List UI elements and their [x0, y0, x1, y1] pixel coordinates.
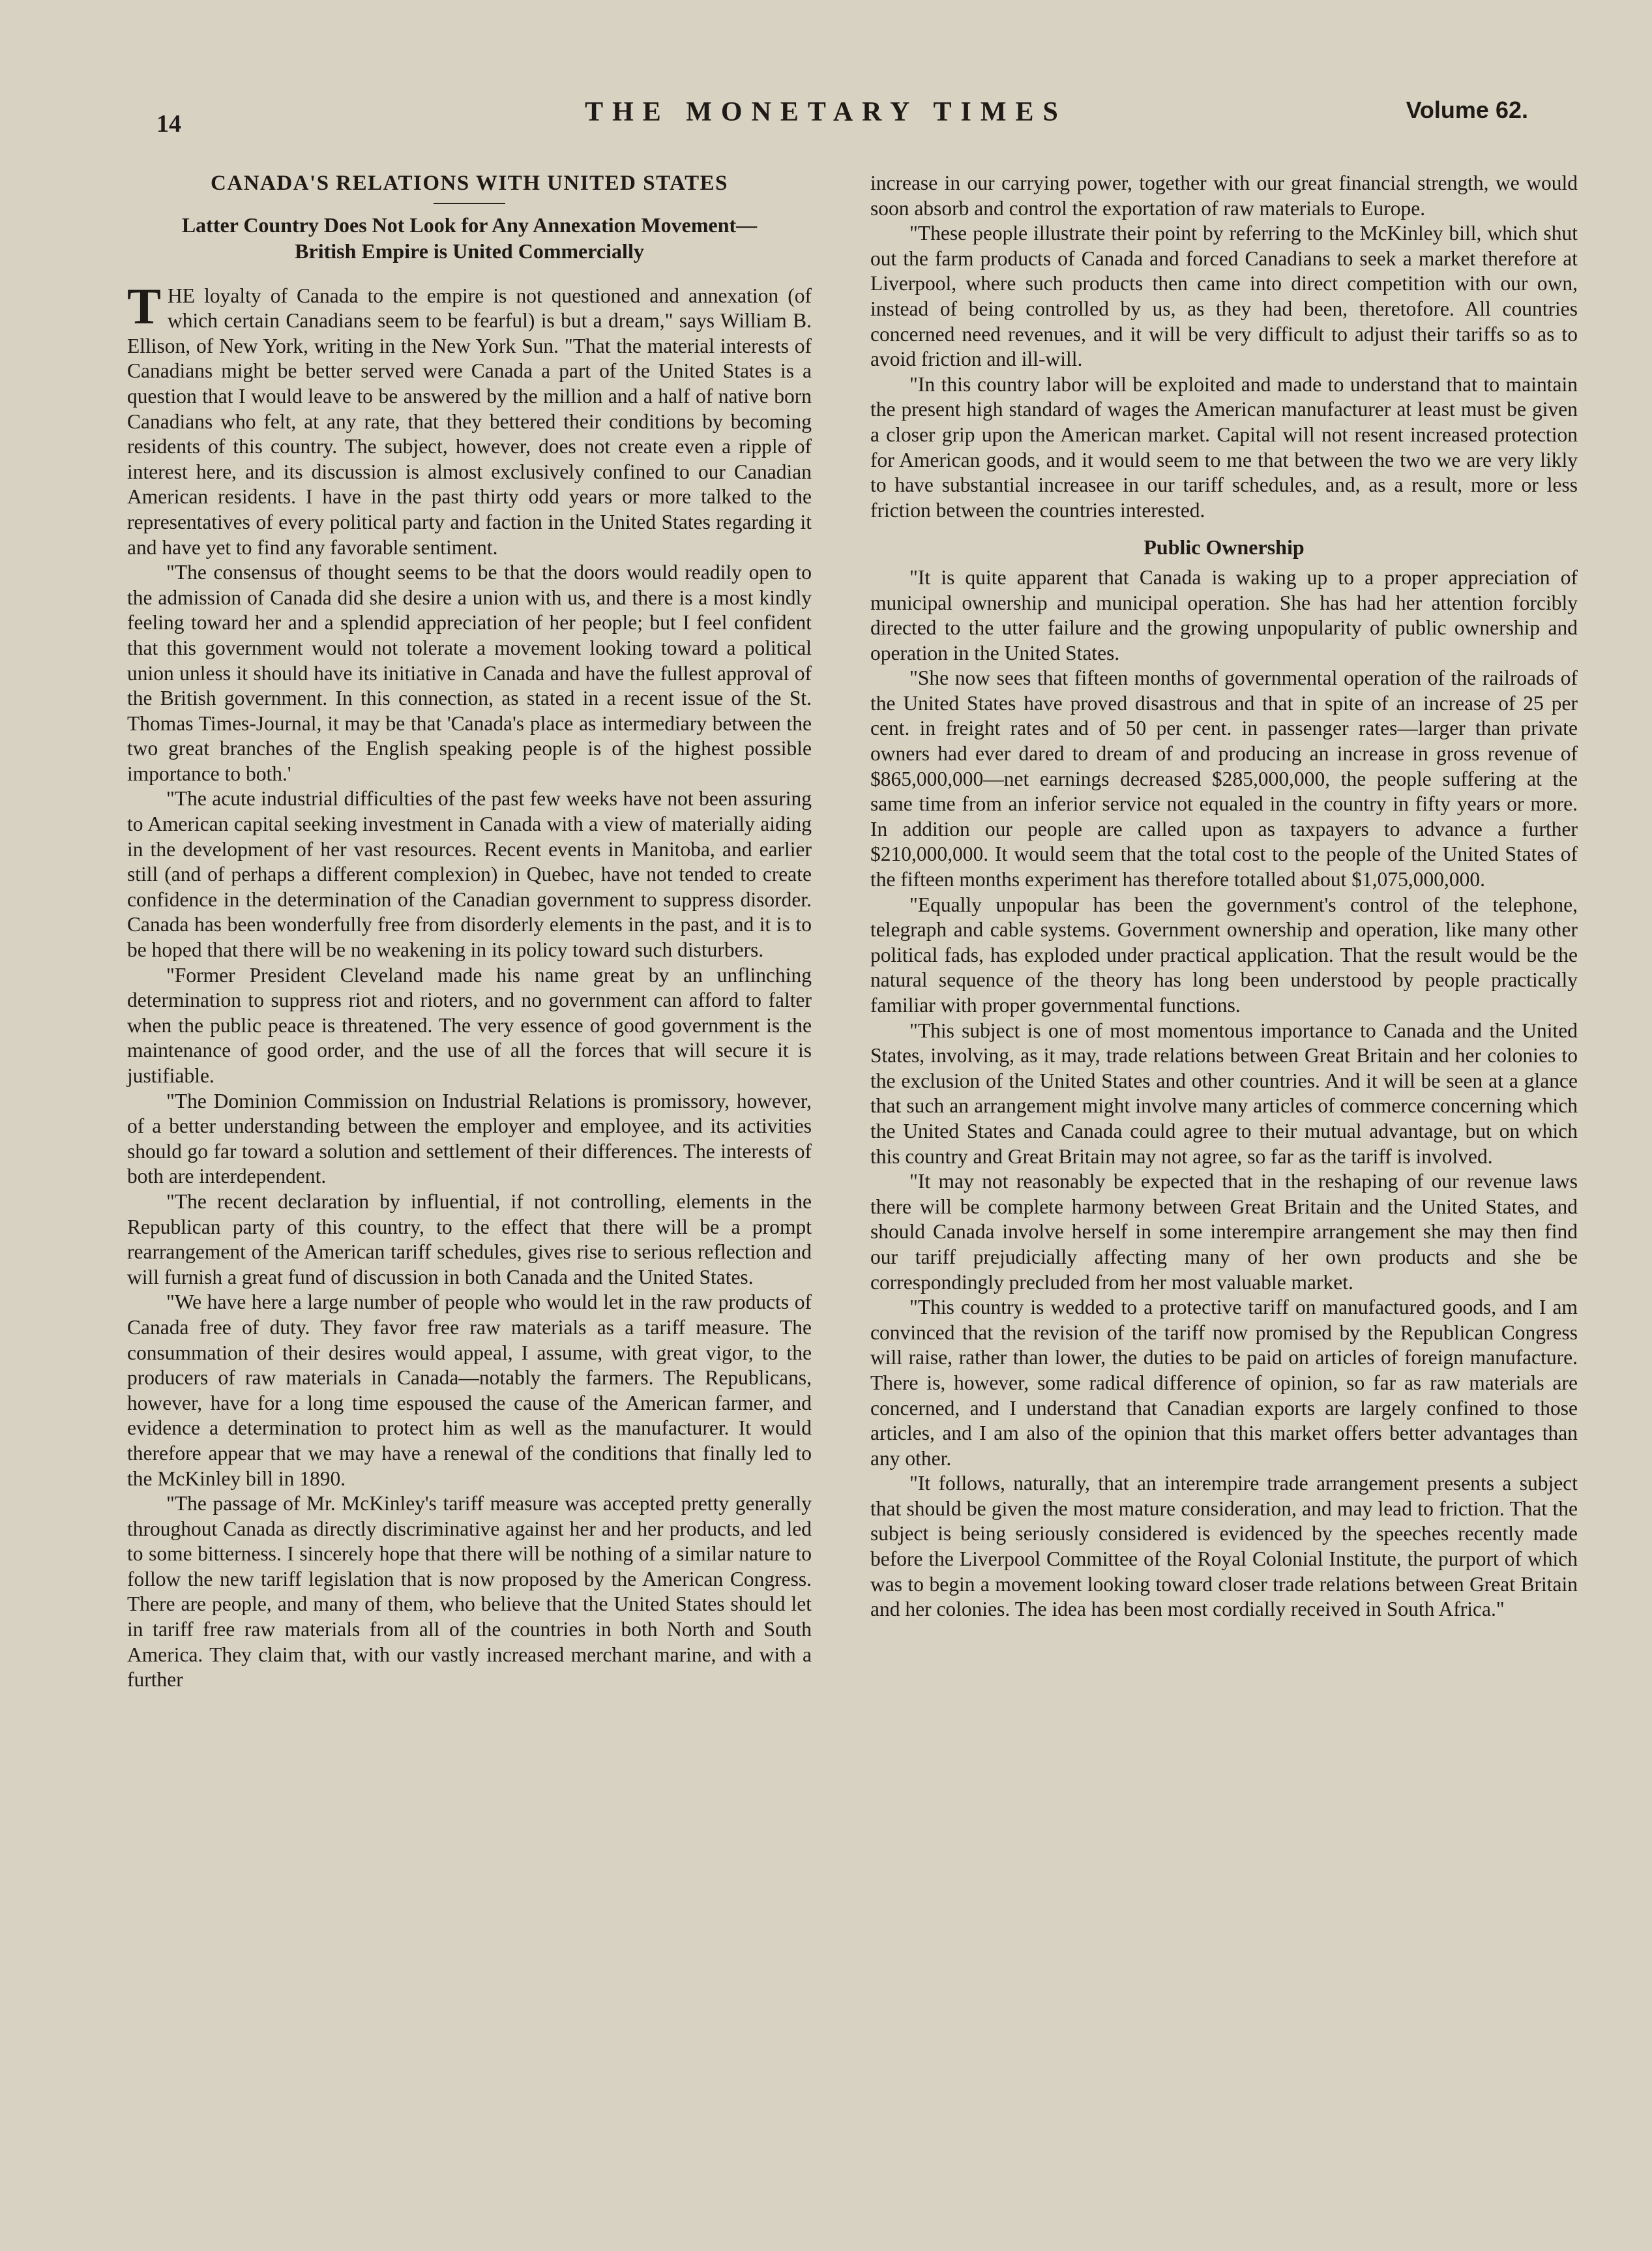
article-paragraph: "It follows, naturally, that an interempire trade arrangement presents a subject that should be given the most mature consideration, and may lead to friction. That the subject is being seriously considered is evidenced by the speeches recently made before the Liverpool Committee of the Royal Colonial Institute, the purport of which was to begin a movement looking toward closer trade relations between Great Britain and her colonies. The idea has been most cordially received in South Africa.": [870, 1472, 1578, 1621]
article-paragraph: "It may not reasonably be expected that in the reshaping of our revenue laws there will be complete harmony between Great Britain and the United States, and should Canada involve herself in some interempire arrangement she may then find our tariff prejudicially affecting many of her own products and she be correspondingly precluded from her most valuable market.: [870, 1170, 1578, 1294]
article-paragraph: "It is quite apparent that Canada is waking up to a proper appreciation of municipal ownership and municipal operation. She has had her attention forcibly directed to the utter failure and the growing unpopularity of public ownership and operation in the United States.: [870, 565, 1578, 664]
article-paragraph: "We have here a large number of people who would let in the raw products of Canada free of duty. They favor free raw materials as a tariff measure. The consummation of their desires would appeal, I assume, with great vigor, to the producers of raw materials in Canada—notably the farmers. The Republicans, however, have for a long time espoused the cause of the American farmer, and evidence a determination to protect him as well as the manufacturer. It would therefore appear that we may have a renewal of the conditions that finally led to the McKinley bill in 1890.: [127, 1290, 812, 1490]
article-paragraph: "Former President Cleveland made his name great by an unflinching determination to suppress riot and rioters, and no government can afford to falter when the public peace is threatened. The very essence of good government is the maintenance of good order, and the use of all the forces that will secure it is justifiable.: [127, 963, 812, 1087]
article-subtitle: Latter Country Does Not Look for Any Annexation Movement—British Empire is United Commercially: [181, 213, 758, 263]
article-paragraph: "This subject is one of most momentous importance to Canada and the United States, involving, as it may, trade relations between Great Britain and her colonies to the exclusion of the United States and other countries. And it will be seen at a glance that such an arrangement might involve many articles of commerce concerning which the United States and Canada could agree to their mutual advantage, but on which this country and Great Britain may not agree, so far as the tariff is involved.: [870, 1019, 1578, 1168]
drop-cap: T: [127, 277, 162, 335]
article-paragraph: [127, 277, 812, 561]
volume-label: Volume 62.: [1406, 97, 1528, 123]
section-heading: Public Ownership: [1143, 535, 1305, 559]
article-paragraph: "The Dominion Commission on Industrial Relations is promissory, however, of a better understanding between the employer and employee, and its activities should go far toward a solution and settlement of their differences. The interests of both are interdependent.: [127, 1089, 812, 1188]
right-column: [870, 171, 1578, 1622]
paragraph-text: HE loyalty of Canada to the empire is not questioned and annexation (of which certain Canadians seem to be fearful) is but a dream," says William B. Ellison, of New York, writing in the New York Sun. "That the material interests of Canadians might be better served were Canada a part of the United States is a question that I would leave to be answered by the million and a half of native born Canadians who felt, at any rate, that they bettered their conditions by becoming residents of this country. The subject, however, does not create even a ripple of interest here, and its discussion is almost exclusively confined to our Canadian American residents. I have in the past thirty odd years or more talked to the representatives of every political party and faction in the United States regarding it and have yet to find any favorable sentiment.: [127, 284, 812, 559]
article-paragraph: "These people illustrate their point by referring to the McKinley bill, which shut out the farm products of Canada and forced Canadians to seek a market therefore at Liverpool, where such products then came into direct competition with our own, instead of being controlled by us, as they had been, theretofore. All countries concerned need revenues, and it will be very difficult to adjust their tariffs so as to avoid friction and ill-will.: [870, 222, 1578, 371]
article-paragraph: "She now sees that fifteen months of governmental operation of the railroads of the United States have proved disastrous and that in spite of an increase of 25 per cent. in freight rates and of 50 per cent. in passenger rates—larger than private owners had ever dared to dream of and producing an increase in gross revenue of $865,000,000—net earnings decreased $285,000,000, the people suffering at the same time from an inferior service not equaled in the country in fifty years or more. In addition our people are called upon as taxpayers to advance a further $210,000,000. It would seem that the total cost to the people of the United States of the fifteen months experiment has therefore totalled about $1,075,000,000.: [870, 666, 1578, 891]
article-paragraph: "This country is wedded to a protective tariff on manufactured goods, and I am convinced that the revision of the tariff now promised by the Republican Congress will raise, rather than lower, the duties to be paid on articles of foreign manufacture. There is, however, some radical difference of opinion, so far as raw materials are concerned, and I understand that Canadian exports are largely confined to those articles, and I am also of the opinion that this market offers better advantages than any other.: [870, 1296, 1578, 1470]
article-paragraph: "In this country labor will be exploited and made to understand that to maintain the present high standard of wages the American manufacturer at least must be given a closer grip upon the American market. Capital will not resent increased protection for American goods, and it would seem to me that between the two we are very likly to have substantial increasee in our tariff schedules, and, as a result, more or less friction between the countries interested.: [870, 372, 1578, 522]
article-paragraph: "Equally unpopular has been the government's control of the telephone, telegraph and cable systems. Government ownership and operation, like many other political fads, has exploded under practical application. That the result would be the natural sequence of the theory has long been understood by people practically familiar with proper governmental functions.: [870, 893, 1578, 1017]
page-number: 14: [156, 110, 181, 138]
title-rule: [434, 203, 505, 204]
article-paragraph: "The recent declaration by influential, if not controlling, elements in the Republican party of this country, to the effect that there will be a prompt rearrangement of the American tariff schedules, gives rise to serious reflection and will furnish a great fund of discussion in both Canada and the United States.: [127, 1189, 812, 1289]
article-paragraph: "The passage of Mr. McKinley's tariff measure was accepted pretty generally throughout Canada as directly discriminative against her and her products, and led to some bitterness. I sincerely hope that there will be nothing of a similar nature to follow the new tariff legislation that is now proposed by the American Congress. There are people, and many of them, who believe that the United States should let in tariff free raw materials from all of the countries in both North and South America. They claim that, with our vastly increased merchant marine, and with a further: [127, 1492, 812, 1692]
article-paragraph: "The acute industrial difficulties of the past few weeks have not been assuring to American capital seeking investment in Canada with a view of materially aiding in the development of her vast resources. Recent events in Manitoba, and earlier still (and of perhaps a different complexion) in Quebec, have not tended to create confidence in the determination of the Canadian government to suppress disorder. Canada has been wonderfully free from disorderly elements in the past, and it is to be hoped that there will be no weakening in its policy toward such disturbers.: [127, 787, 812, 962]
article-paragraph: increase in our carrying power, together with our great financial strength, we would soon absorb and control the exportation of raw materials to Europe.: [870, 171, 1578, 220]
article-title: CANADA'S RELATIONS WITH UNITED STATES: [211, 171, 728, 195]
publication-title: THE MONETARY TIMES: [585, 97, 1067, 127]
page-header: [0, 97, 1652, 136]
article-paragraph: "The consensus of thought seems to be that the doors would readily open to the admission of Canada did she desire a union with us, and there is a most kindly feeling toward her and a splendid appreciation of her people; but I feel confident that this government would not tolerate a movement looking toward a political union unless it should have its initiative in Canada and have the fullest approval of the British government. In this connection, as stated in a recent issue of the St. Thomas Times-Journal, it may be that 'Canada's place as intermediary between the two great branches of the English speaking people is of the highest possible importance to both.': [127, 561, 812, 785]
left-column: [127, 171, 812, 1693]
